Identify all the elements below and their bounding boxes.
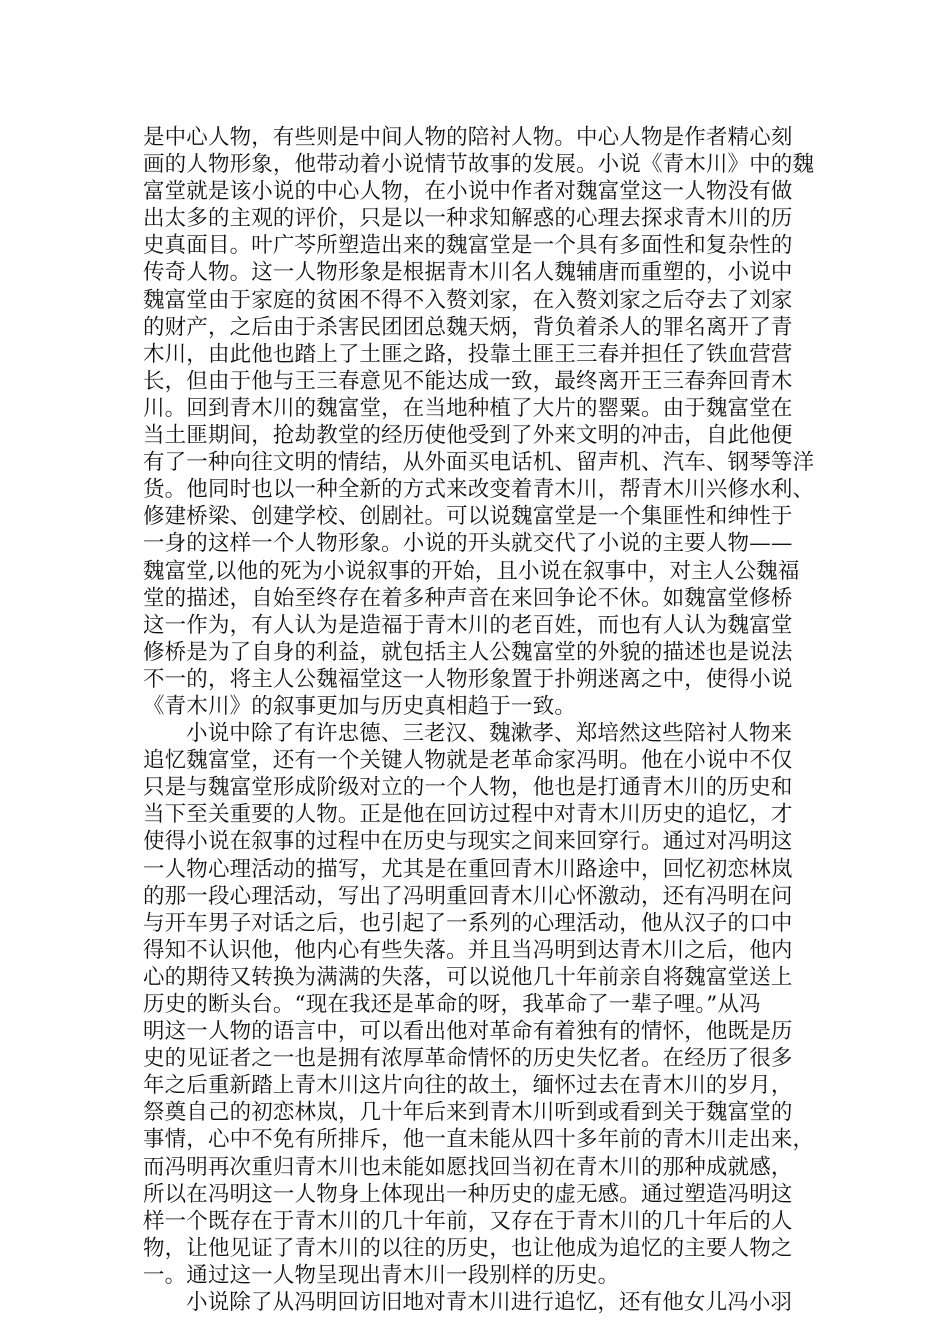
text-line: 修建桥梁、创建学校、创剧社。可以说魏富堂是一个集匪性和绅性于 [143,504,793,530]
text-line: 货。他同时也以一种全新的方式来改变着青木川，帮青木川兴修水利、 [143,477,815,503]
text-line: 是中心人物，有些则是中间人物的陪衬人物。中心人物是作者精心刻 [143,125,793,150]
text-line: 《青木川》的叙事更加与历史真相趋于一致。 [143,693,577,719]
body-text [143,124,823,1316]
text-line: 一人物心理活动的描写，尤其是在重回青木川路途中，回忆初恋林岚 [143,856,793,882]
text-line: 所以在冯明这一人物身上体现出一种历史的虚无感。通过塑造冯明这 [143,1181,793,1207]
paragraph-1 [143,124,823,720]
text-line: 的那一段心理活动，写出了冯明重回青木川心怀激动，还有冯明在问 [143,883,793,909]
text-line-indented: 小说中除了有许忠德、三老汉、魏漱孝、郑培然这些陪衬人物来 [186,721,793,747]
text-line: 一身的这样一个人物形象。小说的开头就交代了小说的主要人物—— [143,531,793,557]
text-line: 样一个既存在于青木川的几十年前，又存在于青木川的几十年后的人 [143,1208,793,1234]
paragraph-3 [143,1289,823,1316]
text-line: 这一作为，有人认为是造福于青木川的老百姓，而也有人认为魏富堂 [143,612,793,638]
text-line: 心的期待又转换为满满的失落，可以说他几十年前亲自将魏富堂送上 [143,964,793,990]
text-line: 堂的描述，自始至终存在着多种声音在来回争论不休。如魏富堂修桥 [143,585,793,611]
text-line: 祭奠自己的初恋林岚，几十年后来到青木川听到或看到关于魏富堂的 [143,1100,793,1126]
text-line: 有了一种向往文明的情结，从外面买电话机、留声机、汽车、钢琴等洋 [143,450,815,476]
text-line: 与开车男子对话之后，也引起了一系列的心理活动，他从汉子的口中 [143,910,793,936]
text-line: 传奇人物。这一人物形象是根据青木川名人魏辅唐而重塑的，小说中 [143,260,793,286]
text-line: 年之后重新踏上青木川这片向往的故土，缅怀过去在青木川的岁月， [143,1073,793,1099]
text-line: 当下至关重要的人物。正是他在回访过程中对青木川历史的追忆，才 [143,802,793,828]
text-line: 不一的，将主人公魏福堂这一人物形象置于扑朔迷离之中，使得小说 [143,666,793,692]
text-line: 魏富堂由于家庭的贫困不得不入赘刘家，在入赘刘家之后夺去了刘家 [143,287,793,313]
text-line: 的财产，之后由于杀害民团团总魏天炳，背负着杀人的罪名离开了青 [143,314,793,340]
text-line: 画的人物形象，他带动着小说情节故事的发展。小说《青木川》中的魏 [143,152,815,178]
text-line: 长，但由于他与王三春意见不能达成一致，最终离开王三春奔回青木 [143,368,793,394]
text-line: 只是与魏富堂形成阶级对立的一个人物，他也是打通青木川的历史和 [143,775,793,801]
text-line: 木川，由此他也踏上了土匪之路，投靠土匪王三春并担任了铁血营营 [143,341,793,367]
text-line: 史的见证者之一也是拥有浓厚革命情怀的历史失忆者。在经历了很多 [143,1046,793,1072]
text-line: 事情，心中不免有所排斥，他一直未能从四十多年前的青木川走出来， [143,1127,815,1153]
text-line: 使得小说在叙事的过程中在历史与现实之间来回穿行。通过对冯明这 [143,829,793,855]
text-line: 物，让他见证了青木川的以往的历史，也让他成为追忆的主要人物之 [143,1235,793,1261]
text-line: 得知不认识他，他内心有些失落。并且当冯明到达青木川之后，他内 [143,937,793,963]
text-line: 明这一人物的语言中，可以看出他对革命有着独有的情怀，他既是历 [143,1019,793,1045]
text-line: 出太多的主观的评价，只是以一种求知解惑的心理去探求青木川的历 [143,206,793,232]
text-line: 修桥是为了自身的利益，就包括主人公魏富堂的外貌的描述也是说法 [143,639,793,665]
text-line: 史真面目。叶广芩所塑造出来的魏富堂是一个具有多面性和复杂性的 [143,233,793,259]
text-line: 川。回到青木川的魏富堂，在当地种植了大片的罂粟。由于魏富堂在 [143,395,793,421]
text-line: 而冯明再次重归青木川也未能如愿找回当初在青木川的那种成就感， [143,1154,793,1180]
text-line: 富堂就是该小说的中心人物，在小说中作者对魏富堂这一人物没有做 [143,179,793,205]
text-line: 魏富堂,以他的死为小说叙事的开始，且小说在叙事中，对主人公魏福 [143,558,800,584]
text-line: 追忆魏富堂，还有一个关键人物就是老革命家冯明。他在小说中不仅 [143,748,793,774]
text-line: 历史的断头台。“现在我还是革命的呀，我革命了一辈子哩。”从冯 [143,992,761,1017]
paragraph-2 [143,720,823,1289]
text-line: 当土匪期间，抢劫教堂的经历使他受到了外来文明的冲击，自此他便 [143,423,793,449]
text-line-indented: 小说除了从冯明回访旧地对青木川进行追忆，还有他女儿冯小羽 [186,1290,793,1316]
text-line: 一。通过这一人物呈现出青木川一段别样的历史。 [143,1262,620,1288]
